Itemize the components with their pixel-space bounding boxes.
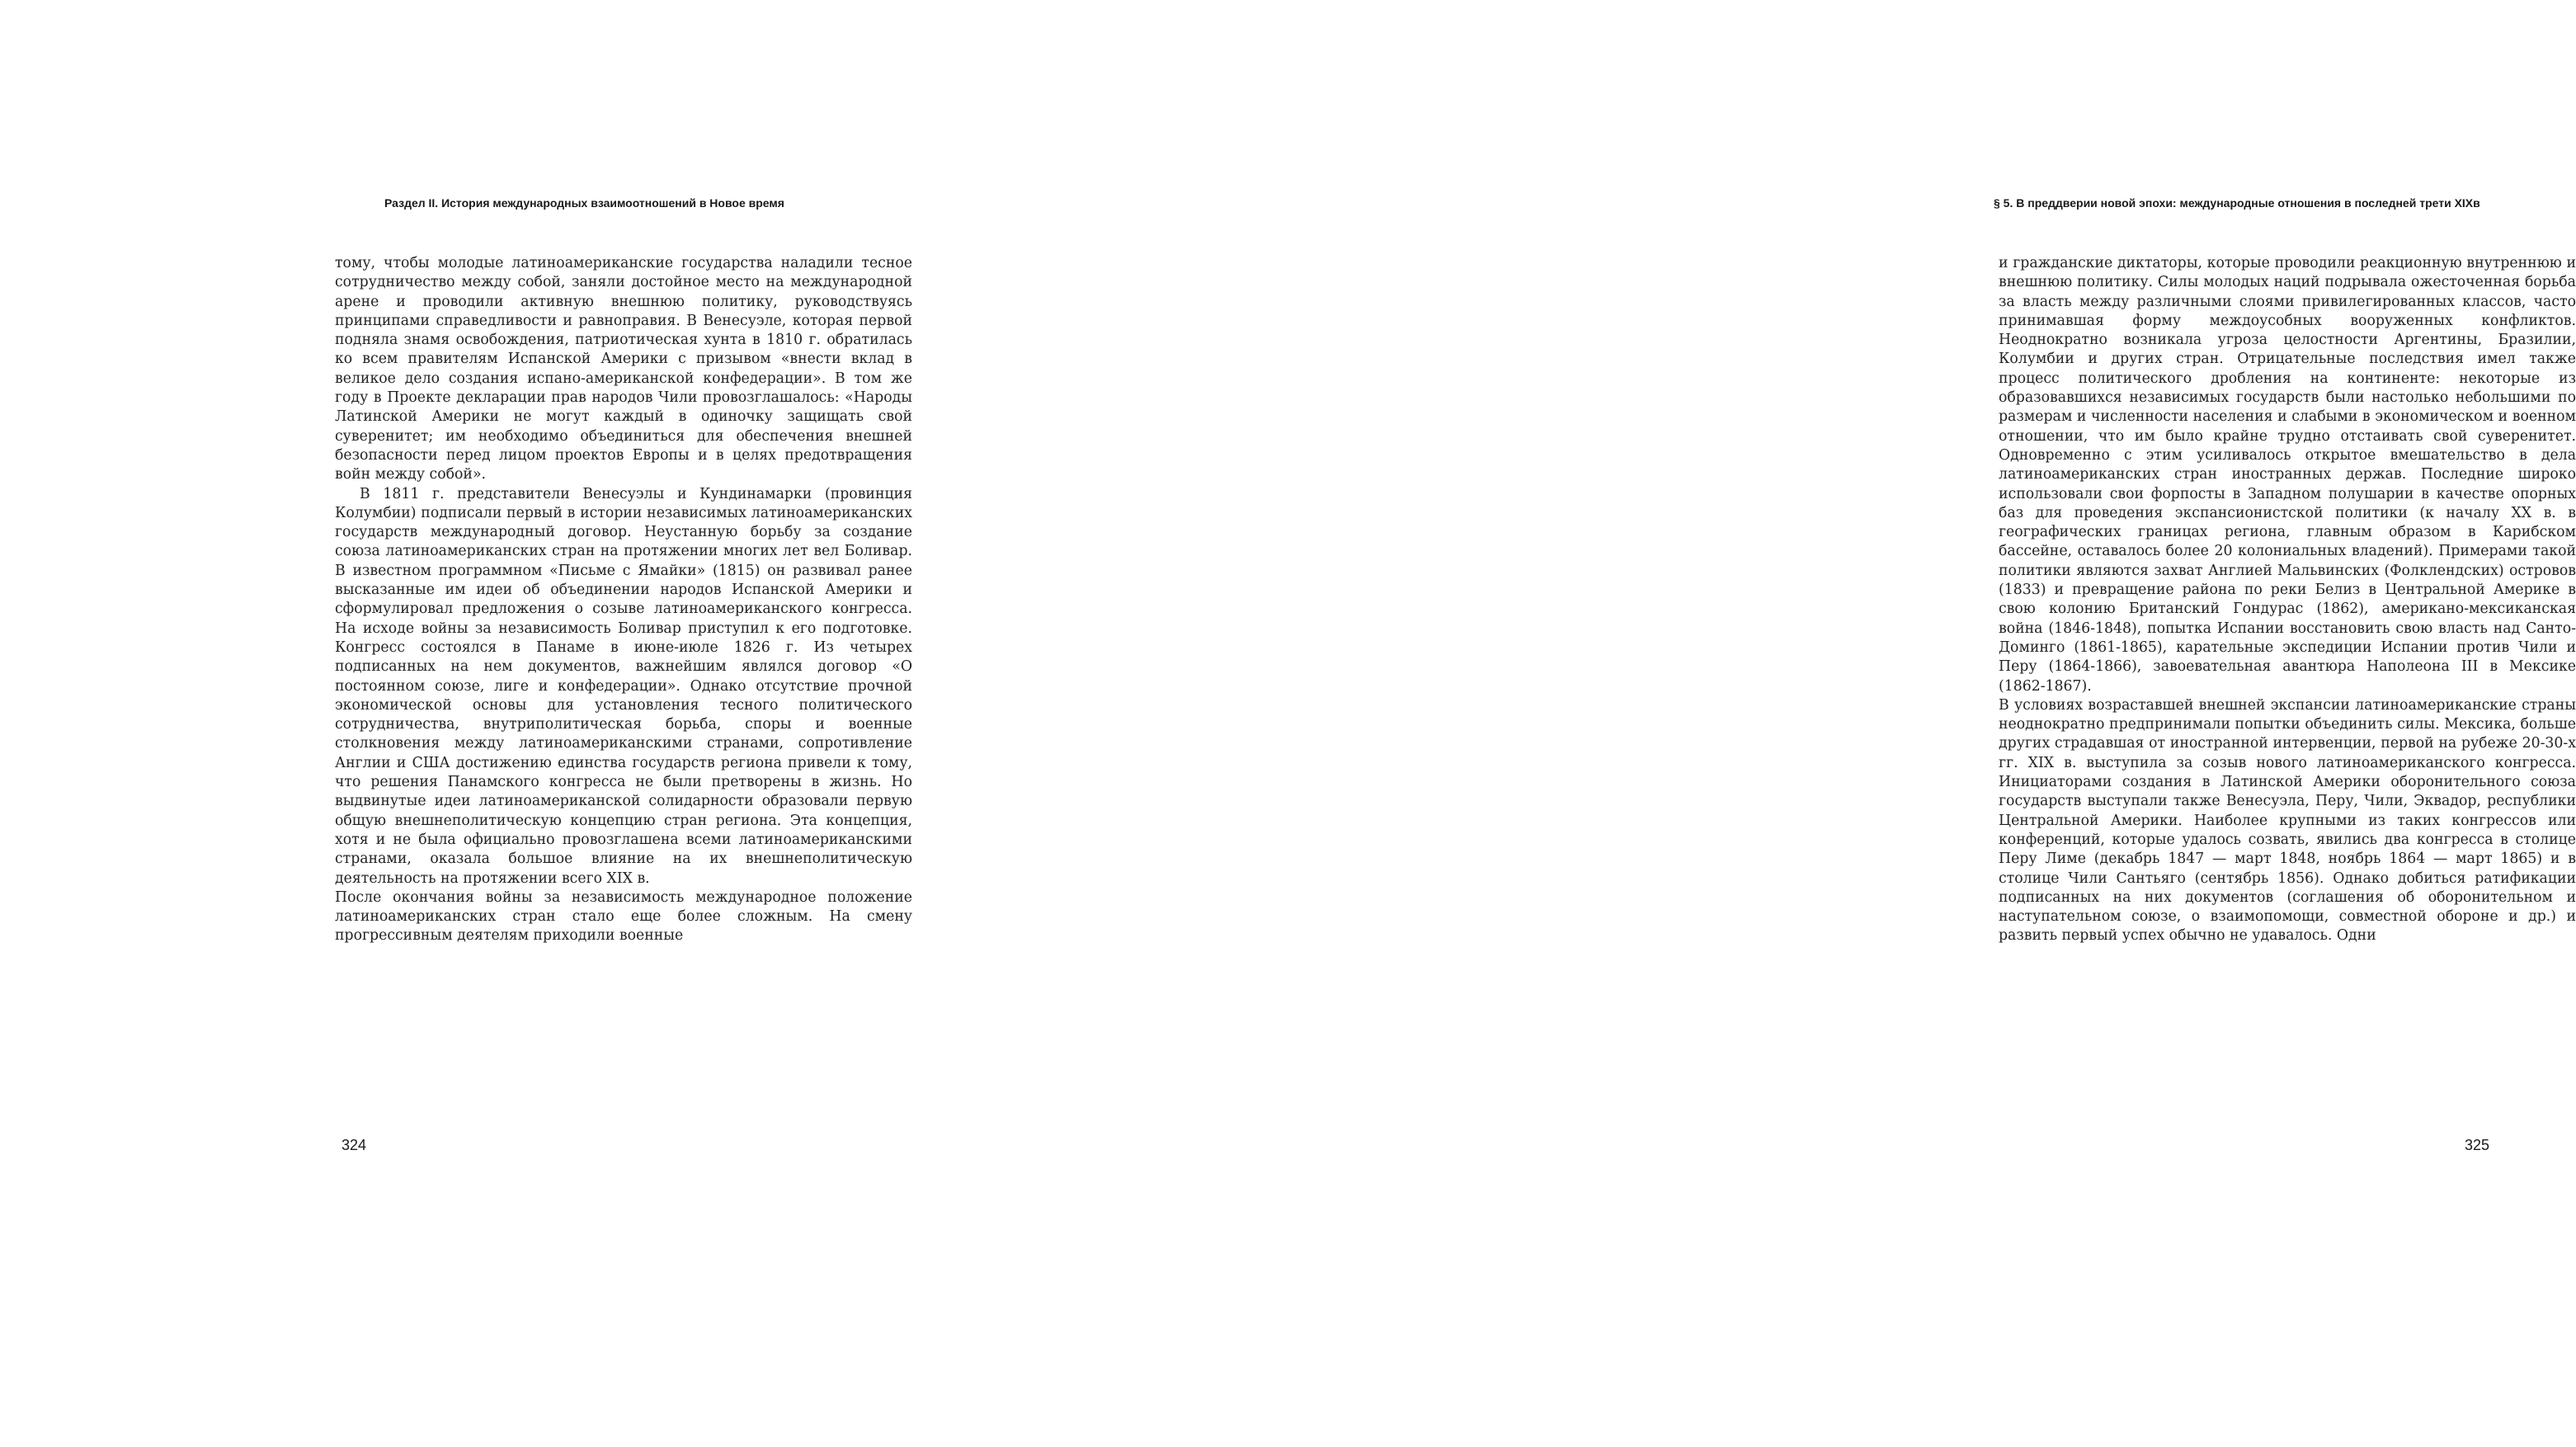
paragraph: и гражданские диктаторы, которые проводили реакционную внутреннюю и внешнюю политику. Силы молодых наций подрывала ожесточенная борьба за власть между различными слоями привилегированных классов, часто принимавшая форму междоусобных вооруженных конфликтов. Неоднократно возникала угроза целостности Аргентины, Бразилии, Колумбии и других стран. Отрицательные последствия имел также процесс политического дробления на континенте: некоторые из образовавшихся независимых государств были настолько небольшими по размерам и численности населения и слабыми в экономическом и военном отношении, что им было крайне трудно отстаивать свой суверенитет. Одновременно с этим усиливалось открытое вмешательство в дела латиноамериканских стран иностранных держав. Последние широко использовали свои форпосты в Западном полушарии в качестве опорных баз для проведения экспансионистской политики (к началу XX в. в географических границах региона, главным образом в Карибском бассейне, оставалось более 20 колониальных владений). Примерами такой политики являются захват Англией Мальвинских (Фолклендских) островов (1833) и превращение района по реки Белиз в Центральной Америке в свою колонию Британский Гондурас (1862), американо-мексиканская война (1846-1848), попытка Испании восстановить свою власть над Санто-Доминго (1861-1865), карательные экспедиции Испании против Чили и Перу (1864-1866), завоевательная авантюра Наполеона III в Мексике (1862-1867). bbox=[1999, 255, 2576, 695]
paragraph: После окончания войны за независимость международное положение латиноамериканских стран стало еще более сложным. На смену прогрессивным деятелям приходили военные bbox=[335, 888, 912, 945]
right-page bbox=[1023, 0, 2576, 1447]
paragraph: тому, чтобы молодые латиноамериканские государства наладили тесное сотрудничество между собой, заняли достойное место на международной арене и проводили активную внешнюю политику, руководствуясь принципами справедливости и равноправия. В Венесуэле, которая первой подняла знамя освобождения, патриотическая хунта в 1810 г. обратилась ко всем правителям Испанской Америки с призывом «внести вклад в великое дело создания испано-американской конфедерации». В том же году в Проекте декларации прав народов Чили провозглашалось: «Народы Латинской Америки не могут каждый в одиночку защищать свой суверенитет; им необходимо объединиться для обеспечения внешней безопасности перед лицом проектов Европы и в целях предотвращения войн между собой». bbox=[335, 255, 912, 483]
body-text-left bbox=[335, 254, 912, 946]
running-header-right: § 5. В преддверии новой эпохи: международные отношения в последней трети XIXв bbox=[1994, 196, 2480, 210]
paragraph: В 1811 г. представители Венесуэлы и Кундинамарки (провинция Колумбии) подписали первый в истории независимых латиноамериканских государств международный договор. Неустанную борьбу за создание союза латиноамериканских стран на протяжении многих лет вел Боливар. В известном программном «Письме с Ямайки» (1815) он развивал ранее высказанные им идеи об объединении народов Испанской Америки и сформулировал предложения о созыве латиноамериканского конгресса. На исходе войны за независимость Боливар приступил к его подготовке. Конгресс состоялся в Панаме в июне-июле 1826 г. Из четырех подписанных на нем документов, важнейшим являлся договор «О постоянном союзе, лиге и конфедерации». Однако отсутствие прочной экономической основы для установления тесного политического сотрудничества, внутриполитическая борьба, споры и военные столкновения между латиноамериканскими странами, сопротивление Англии и США достижению единства государств региона привели к тому, что решения Панамского конгресса не были претворены в жизнь. Но выдвинутые идеи латиноамериканской солидарности образовали первую общую внешнеполитическую концепцию стран региона. Эта концепция, хотя и не была официально провозглашена всеми латиноамериканскими странами, оказала большое влияние на их внешнеполитическую деятельность на протяжении всего XIX в. bbox=[335, 485, 912, 887]
paragraph: В условиях возраставшей внешней экспансии латиноамериканские страны неоднократно предпринимали попытки объединить силы. Мексика, больше других страдавшая от иностранной интервенции, первой на рубеже 20-30-х гг. XIX в. выступила за созыв нового латиноамериканского конгресса. Инициаторами создания в Латинской Америки оборонительного союза государств выступали также Венесуэла, Перу, Чили, Эквадор, республики Центральной Америки. Наиболее крупными из таких конгрессов или конференций, которые удалось созвать, явились два конгресса в столице Перу Лиме (декабрь 1847 — март 1848, ноябрь 1864 — март 1865) и в столице Чили Сантьяго (сентябрь 1856). Однако добиться ратификации подписанных на них документов (соглашения об оборонительном и наступательном союзе, о взаимопомощи, совместной обороне и др.) и развить первый успех обычно не удавалось. Одни bbox=[1999, 696, 2576, 945]
running-header-left: Раздел II. История международных взаимоотношений в Новое время bbox=[384, 196, 784, 210]
page-number-left: 324 bbox=[341, 1137, 367, 1153]
page-number-right: 325 bbox=[2465, 1137, 2490, 1153]
left-page bbox=[0, 0, 1023, 1447]
body-text-right bbox=[1999, 254, 2576, 946]
